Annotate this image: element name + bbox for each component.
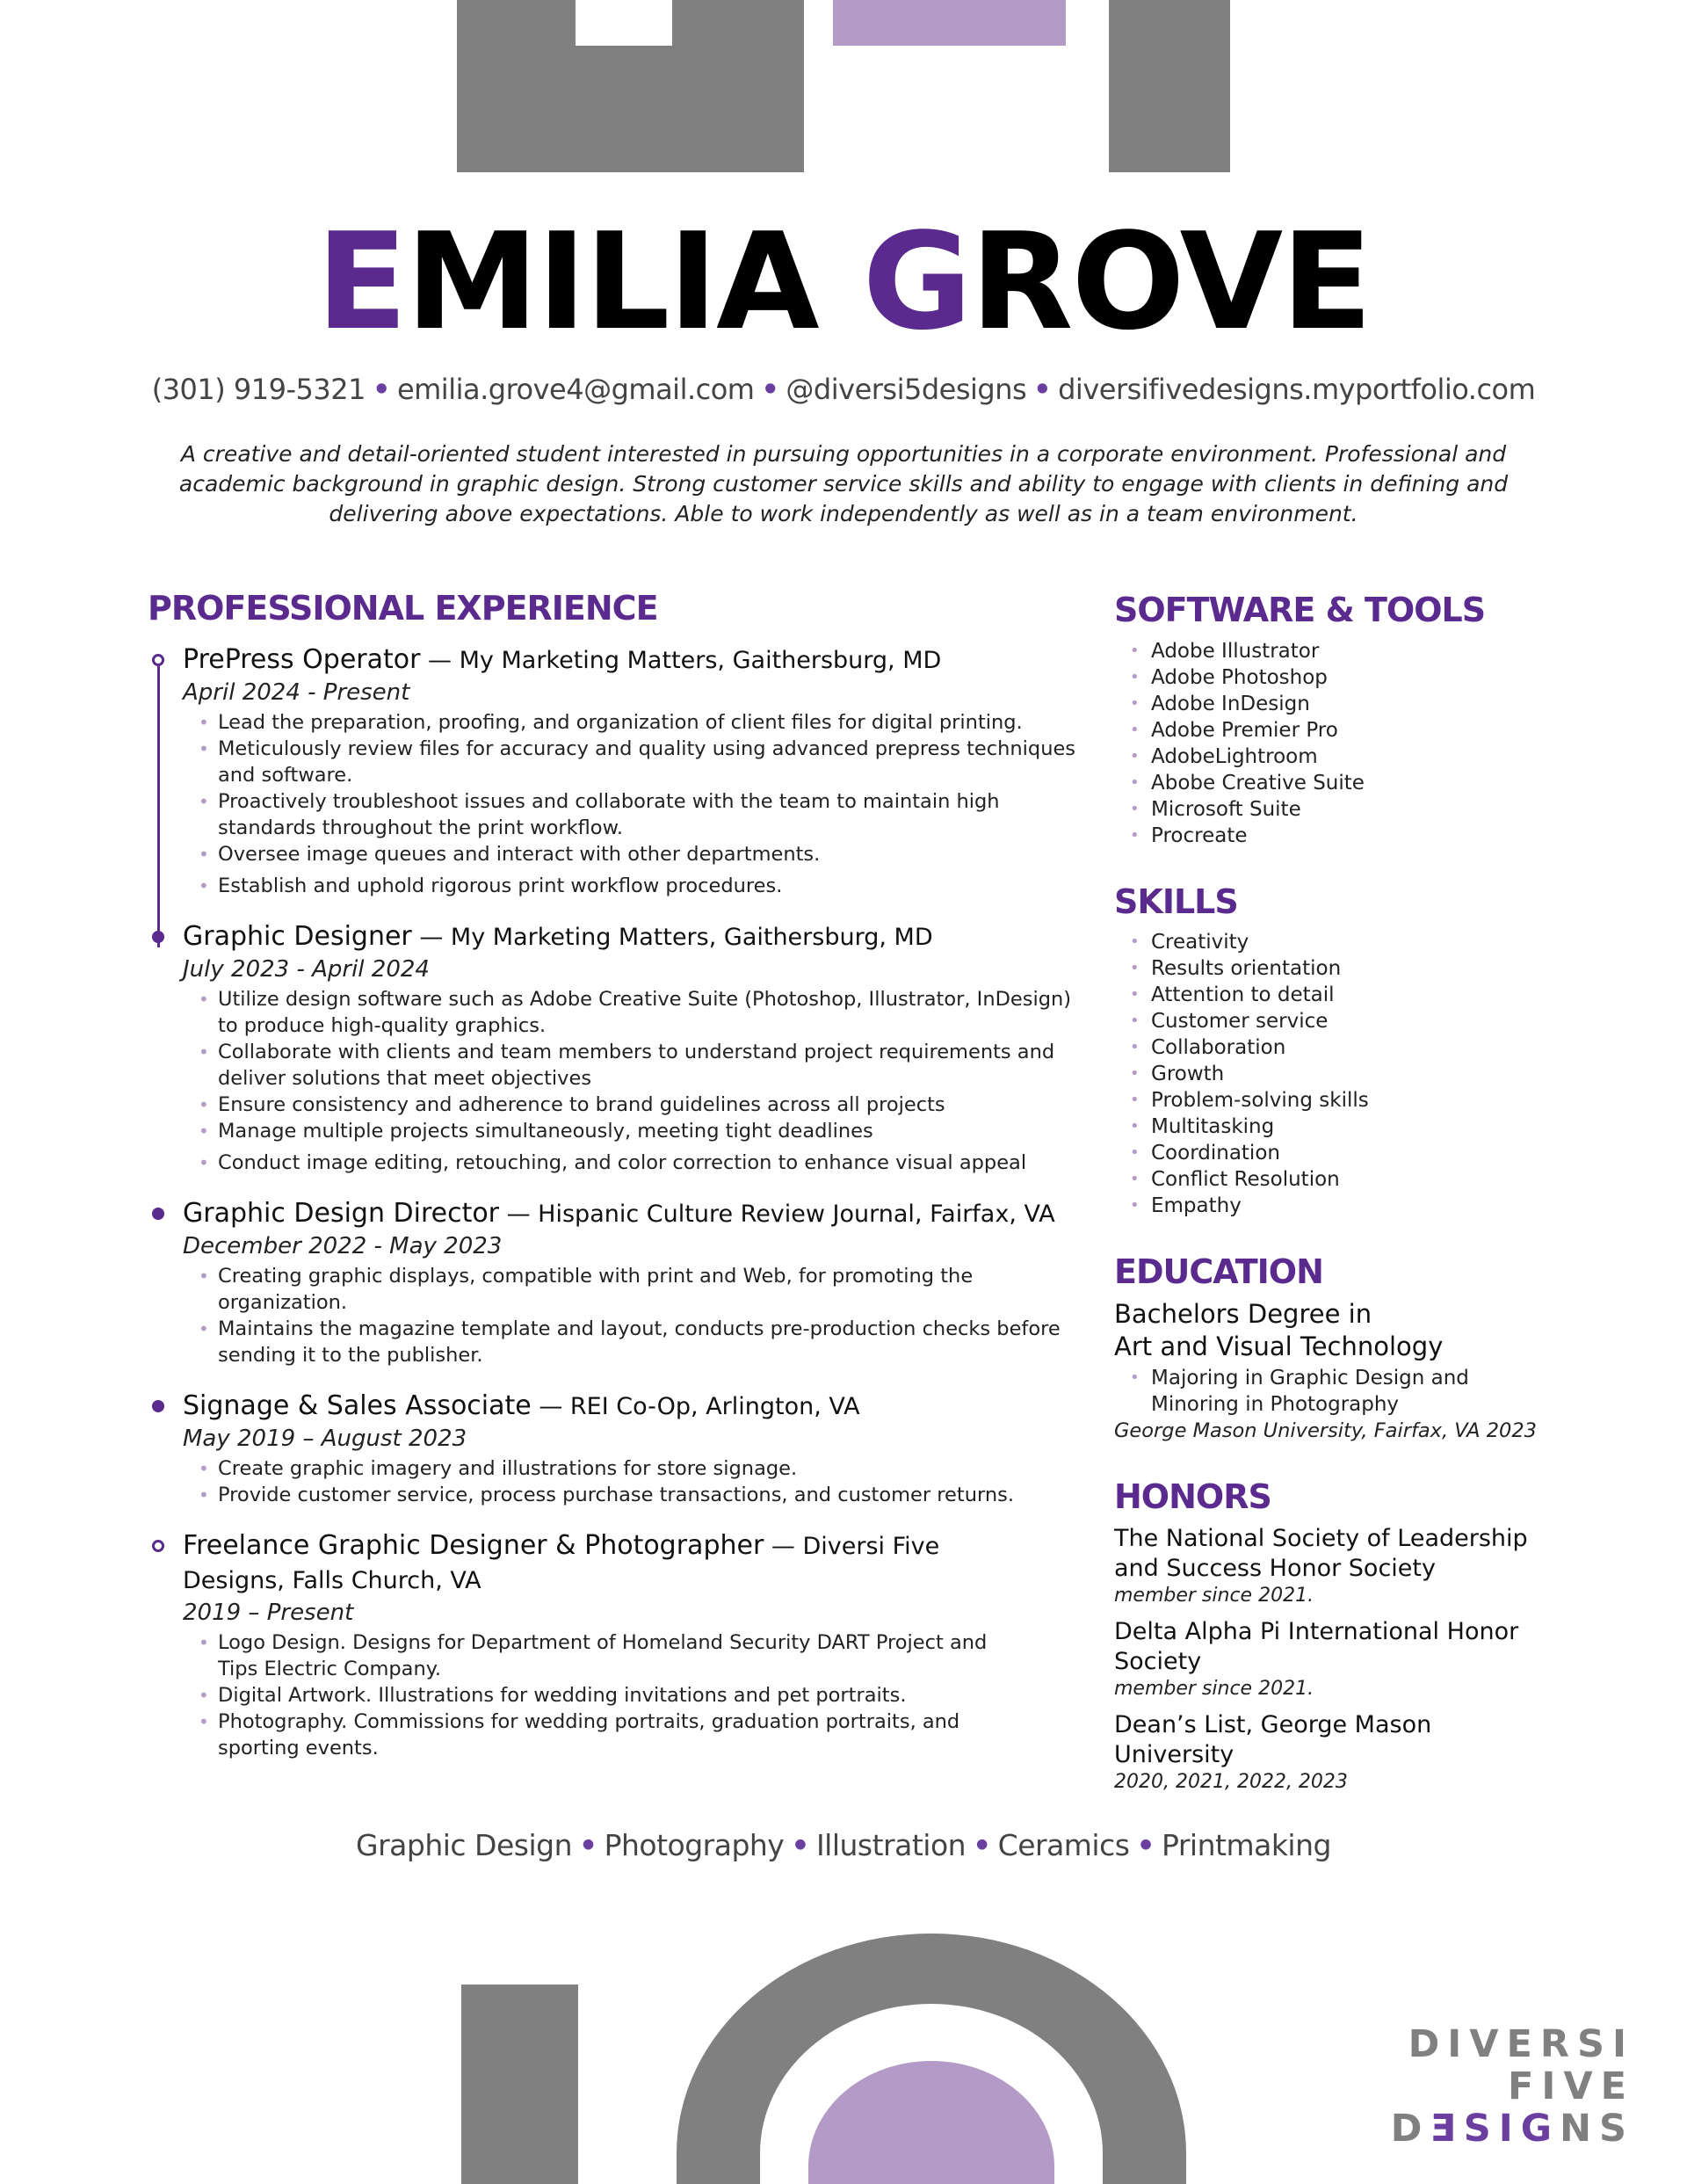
list-item: • Customer service (1151, 1008, 1571, 1034)
job-role: Signage & Sales Associate (183, 1389, 532, 1421)
top-right-block (1109, 0, 1230, 172)
separator-dot: • (1136, 1828, 1155, 1862)
software-heading: SOFTWARE & TOOLS (1114, 591, 1486, 629)
list-item: • Lead the preparation, proofing, and organization of client files for digital printing. (218, 709, 1079, 736)
honor-name: Delta Alpha Pi International Honor Society (1114, 1618, 1519, 1676)
honors-heading: HONORS (1114, 1477, 1271, 1516)
honors-list (1114, 1524, 1553, 1795)
separator-dot: • (372, 373, 390, 406)
job-dates: May 2019 – August 2023 (183, 1425, 467, 1452)
job-role: Graphic Design Director (183, 1197, 500, 1229)
timeline-marker (152, 1208, 164, 1220)
bottom-arch-graphic (615, 1934, 1248, 2184)
job-entry (148, 643, 1079, 899)
job-role: PrePress Operator (183, 643, 421, 675)
list-item: • Adobe InDesign (1151, 691, 1571, 717)
list-item: • Utilize design software such as Adobe Creative Suite (Photoshop, Illustrator, InDesign) to produce high-quality graphics. (218, 986, 1079, 1039)
tagline-item: Ceramics (997, 1828, 1130, 1862)
name-first-initial: E (315, 204, 406, 359)
tagline (0, 1828, 1687, 1862)
honor-since: member since 2021. (1114, 1678, 1314, 1701)
phone: (301) 919-5321 (151, 373, 366, 406)
list-item: • Coordination (1151, 1140, 1571, 1166)
software-list (1114, 638, 1571, 849)
contact-line (0, 373, 1687, 406)
tagline-item: Illustration (815, 1828, 967, 1862)
list-item: • Empathy (1151, 1193, 1571, 1219)
job-dates: December 2022 - May 2023 (183, 1232, 503, 1259)
summary: A creative and detail-oriented student interested in pursuing opportunities in a corporate environment. Professional and academic background in graphic design. Strong customer service skills and ability to engage with clients in defining and delivering above expectations. Able to work independently as well as in a team environment. (178, 441, 1509, 526)
job-company: — REI Co-Op, Arlington, VA (531, 1392, 860, 1420)
tagline-item: Printmaking (1162, 1828, 1331, 1862)
list-item: • Adobe Illustrator (1151, 638, 1571, 664)
job-bullets (183, 1629, 991, 1761)
list-item: • Adobe Photoshop (1151, 664, 1571, 691)
logo-line: DIVERSI (1408, 2022, 1634, 2066)
tagline-item: Graphic Design (356, 1828, 572, 1862)
timeline-marker (152, 1540, 164, 1552)
list-item: • Problem-solving skills (1151, 1087, 1571, 1114)
job-bullets (183, 1263, 1079, 1368)
honor-since: 2020, 2021, 2022, 2023 (1114, 1771, 1348, 1794)
education-list (1114, 1365, 1520, 1418)
timeline-marker (152, 931, 164, 943)
top-lilac-block (833, 0, 1066, 46)
timeline-marker (152, 1400, 164, 1412)
logo-letter: D (1390, 2107, 1430, 2151)
social-handle[interactable]: @diversi5designs (786, 373, 1027, 406)
job-entry (148, 1197, 1079, 1368)
skills-heading: SKILLS (1114, 882, 1238, 921)
list-item: • Oversee image queues and interact with other departments. (218, 841, 1079, 867)
degree-line: Art and Visual Technology (1114, 1331, 1444, 1361)
sidebar (1114, 591, 1571, 1803)
honor-since: member since 2021. (1114, 1585, 1314, 1607)
experience-section (148, 589, 1079, 1761)
list-item: • Adobe Premier Pro (1151, 717, 1571, 744)
top-notch (576, 0, 672, 46)
list-item: • Ensure consistency and adherence to brand guidelines across all projects (218, 1092, 1079, 1118)
job-role: Freelance Graphic Designer & Photographer (183, 1529, 764, 1561)
email-link[interactable]: emilia.grove4@gmail.com (396, 373, 755, 406)
timeline-marker (152, 654, 164, 666)
education-school: George Mason University, Fairfax, VA 2023 (1114, 1419, 1537, 1442)
job-company: — My Marketing Matters, Gaithersburg, MD (411, 923, 933, 951)
job-entry (148, 1389, 1079, 1508)
logo-line (1391, 2108, 1634, 2150)
separator-dot: • (1033, 373, 1052, 406)
separator-dot: • (761, 373, 779, 406)
education-degree (1114, 1298, 1571, 1363)
degree-line: Bachelors Degree in (1114, 1298, 1372, 1329)
job-company: — Diversi Five Designs, Falls Church, VA (183, 1532, 940, 1594)
job-company: — My Marketing Matters, Gaithersburg, MD (420, 646, 942, 674)
separator-dot: • (578, 1828, 597, 1862)
brand-logo (1391, 2023, 1634, 2150)
job-dates: April 2024 - Present (183, 678, 410, 706)
list-item: • Logo Design. Designs for Department of Homeland Security DART Project and Tips Electric Company. (218, 1629, 991, 1682)
list-item: • Conflict Resolution (1151, 1166, 1571, 1193)
list-item: • Photography. Commissions for wedding portraits, graduation portraits, and sporting events. (218, 1709, 991, 1761)
list-item: • AdobeLightroom (1151, 744, 1571, 770)
list-item: • Provide customer service, process purchase transactions, and customer returns. (218, 1482, 1079, 1508)
list-item: • Creating graphic displays, compatible with print and Web, for promoting the organization. (218, 1263, 1079, 1316)
job-bullets (183, 709, 1079, 899)
list-item: • Growth (1151, 1061, 1571, 1087)
page-title (0, 204, 1687, 359)
logo-line: FIVE (1507, 2064, 1634, 2108)
experience-heading: PROFESSIONAL EXPERIENCE (148, 589, 658, 628)
list-item: • Attention to detail (1151, 982, 1571, 1008)
list-item: • Collaboration (1151, 1034, 1571, 1061)
name-last-rest: ROVE (970, 204, 1372, 359)
list-item: • Microsoft Suite (1151, 796, 1571, 823)
list-item: • Collaborate with clients and team members to understand project requirements and deliver solutions that meet objectives (218, 1039, 1079, 1092)
list-item: • Creativity (1151, 929, 1571, 955)
bottom-left-bar (461, 1984, 578, 2184)
honor-name: Dean’s List, George Mason University (1114, 1711, 1432, 1769)
portfolio-link[interactable]: diversifivedesigns.myportfolio.com (1058, 373, 1536, 406)
honor-name: The National Society of Leadership and Success Honor Society (1114, 1525, 1528, 1583)
list-item: • Manage multiple projects simultaneously, meeting tight deadlines (218, 1118, 1079, 1144)
list-item: • Establish and uphold rigorous print workflow procedures. (218, 873, 1079, 899)
separator-dot: • (973, 1828, 991, 1862)
logo-letter: NS (1560, 2107, 1634, 2151)
list-item: • Results orientation (1151, 955, 1571, 982)
list-item: • Multitasking (1151, 1114, 1571, 1140)
name-last-initial: G (862, 204, 971, 359)
job-entry (148, 920, 1079, 1176)
tagline-item: Photography (604, 1828, 785, 1862)
name-first-rest: MILIA (405, 204, 818, 359)
job-dates: 2019 – Present (183, 1599, 354, 1626)
job-company: — Hispanic Culture Review Journal, Fairfax, VA (499, 1200, 1055, 1228)
separator-dot: • (791, 1828, 809, 1862)
job-bullets (183, 986, 1079, 1176)
job-entry (148, 1529, 1061, 1761)
job-role: Graphic Designer (183, 920, 412, 952)
job-dates: July 2023 - April 2024 (183, 955, 430, 983)
arch-lilac (808, 2061, 1054, 2184)
education-heading: EDUCATION (1114, 1252, 1323, 1292)
list-item: • Digital Artwork. Illustrations for wedding invitations and pet portraits. (218, 1682, 991, 1709)
list-item: • Procreate (1151, 823, 1571, 849)
logo-letter-accent: ƎSI (1430, 2107, 1521, 2151)
list-item: • Proactively troubleshoot issues and collaborate with the team to maintain high standards throughout the print workflow. (218, 788, 1079, 841)
list-item: • Meticulously review files for accuracy and quality using advanced prepress techniques and software. (218, 736, 1079, 788)
list-item: • Create graphic imagery and illustrations for store signage. (218, 1455, 1079, 1482)
job-bullets (183, 1455, 1079, 1508)
skills-list (1114, 929, 1571, 1219)
list-item: • Majoring in Graphic Design and Minoring in Photography (1151, 1365, 1520, 1418)
logo-letter-accent: G (1520, 2107, 1560, 2151)
list-item: • Maintains the magazine template and layout, conducts pre-production checks before sending it to the publisher. (218, 1316, 1079, 1368)
list-item: • Conduct image editing, retouching, and color correction to enhance visual appeal (218, 1150, 1079, 1176)
list-item: • Abobe Creative Suite (1151, 770, 1571, 796)
